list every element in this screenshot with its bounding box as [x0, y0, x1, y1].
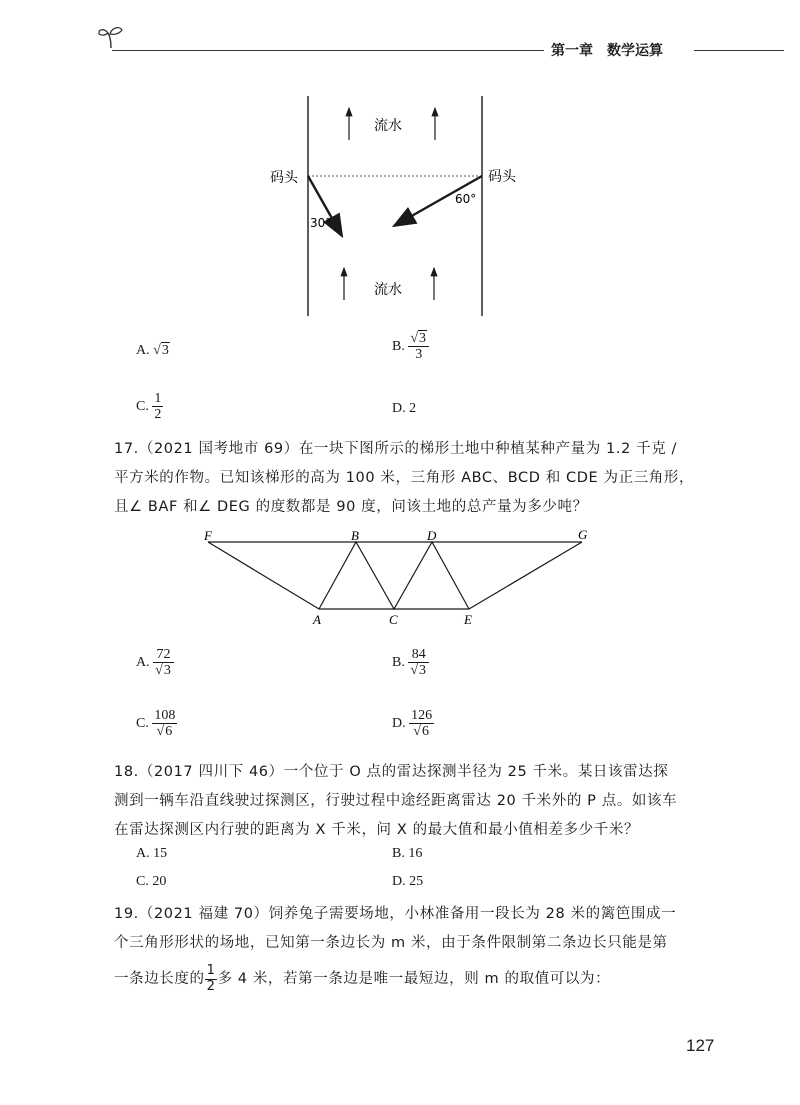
- q18-option-b[interactable]: B. 16: [392, 846, 423, 861]
- q17-line-3: 且∠ BAF 和∠ DEG 的度数都是 90 度，问该土地的总产量为多少吨？: [114, 499, 588, 515]
- q17-option-b[interactable]: [392, 647, 429, 679]
- option-label: B.: [392, 654, 405, 670]
- fraction: [205, 964, 218, 994]
- fraction-denominator: √6: [413, 724, 429, 740]
- segment-eg: [469, 542, 582, 609]
- fraction-denominator: 2: [206, 978, 216, 994]
- fraction: [153, 647, 174, 679]
- angle-label-60: 60°: [455, 192, 477, 206]
- angle-label-30: 30°: [310, 216, 332, 230]
- question-19-text: [114, 900, 698, 958]
- trapezoid-diagram: [196, 526, 600, 628]
- point-label-c: C: [389, 612, 398, 627]
- q19-line-3: [114, 962, 698, 996]
- radicand: 3: [419, 663, 427, 679]
- fraction-denominator: 2: [154, 407, 162, 423]
- fraction-denominator: 3: [415, 347, 423, 363]
- point-label-b: B: [351, 528, 359, 543]
- q19-line-3-post: 多 4 米，若第一条边是唯一最短边，则 m 的取值可以为：: [217, 971, 611, 987]
- fraction: [152, 391, 163, 423]
- flow-label-top: 流水: [374, 118, 402, 134]
- dock-label-left: 码头: [270, 170, 298, 186]
- page-number: 127: [686, 1036, 715, 1055]
- header-rule-left: [112, 50, 544, 51]
- segment-fa: [208, 542, 319, 609]
- q17-line-2: 平方米的作物。已知该梯形的高为 100 米，三角形 ABC、BCD 和 CDE 为正三角形，: [114, 470, 695, 486]
- fraction: [152, 708, 177, 740]
- q18-option-c[interactable]: C. 20: [136, 874, 167, 889]
- option-value: 2: [409, 401, 417, 416]
- radicand: 6: [165, 724, 173, 740]
- q16-option-d[interactable]: [392, 401, 416, 417]
- fraction-numerator: 1: [154, 391, 162, 406]
- q16-option-a[interactable]: [136, 343, 170, 359]
- q17-option-c[interactable]: [136, 708, 177, 740]
- option-label: A.: [136, 654, 150, 670]
- fraction-numerator: 108: [154, 708, 176, 723]
- fraction-denominator: √3: [410, 663, 427, 679]
- question-17-text: [114, 435, 698, 522]
- point-label-d: D: [427, 528, 437, 543]
- fraction-denominator: √6: [156, 724, 173, 740]
- fraction: [408, 647, 429, 679]
- fraction-denominator: √3: [155, 663, 171, 679]
- fraction-numerator: 1: [206, 963, 216, 979]
- point-label-g: G: [578, 527, 588, 542]
- fraction-numerator: 84: [408, 647, 429, 663]
- fraction: [408, 331, 429, 363]
- radicand: 6: [421, 724, 429, 740]
- q16-option-b[interactable]: [392, 331, 429, 363]
- option-label: A.: [136, 343, 150, 358]
- q19-line-2: 个三角形形状的场地，已知第一条边长为 m 米，由于条件限制第二条边长只能是第: [114, 935, 668, 951]
- q18-line-2: 测到一辆车沿直线驶过探测区，行驶过程中途经距离雷达 20 千米外的 P 点。如该车: [114, 793, 678, 809]
- q18-line-1: 18.（2017 四川下 46）一个位于 O 点的雷达探测半径为 25 千米。某日该雷达探: [114, 764, 669, 780]
- river-diagram: [240, 88, 540, 323]
- sprout-icon: [96, 24, 126, 50]
- point-label-a: A: [313, 612, 321, 627]
- q18-line-3: 在雷达探测区内行驶的距离为 X 千米，问 X 的最大值和最小值相差多少千米？: [114, 822, 640, 838]
- radicand: 3: [161, 343, 169, 358]
- question-18-text: [114, 758, 698, 845]
- fraction-numerator: √3: [408, 331, 429, 347]
- q17-line-1: 17.（2021 国考地市 69）在一块下图所示的梯形土地中种植某种产量为 1.2 千克 /: [114, 441, 677, 457]
- flow-label-bottom: 流水: [374, 282, 402, 298]
- radicand: 3: [163, 663, 171, 679]
- q17-option-d[interactable]: [392, 708, 434, 740]
- dock-label-right: 码头: [488, 169, 516, 185]
- option-label: C.: [136, 715, 149, 731]
- fraction-numerator: 72: [153, 647, 174, 663]
- option-label: D.: [392, 401, 406, 416]
- triangle-zigzag: [319, 542, 469, 609]
- chapter-title: 第一章 数学运算: [551, 43, 663, 59]
- header-rule-right: [694, 50, 784, 51]
- fraction: [409, 708, 434, 740]
- fraction-numerator: 126: [411, 708, 433, 723]
- option-label: B.: [392, 338, 405, 354]
- q16-option-c[interactable]: [136, 391, 163, 423]
- sqrt-expression: √3: [153, 343, 169, 358]
- q17-option-a[interactable]: [136, 647, 174, 679]
- point-label-f: F: [204, 528, 212, 543]
- option-label: D.: [392, 715, 406, 731]
- q19-line-1: 19.（2021 福建 70）饲养兔子需要场地，小林准备用一段长为 28 米的篱笆围成一: [114, 906, 677, 922]
- option-label: C.: [136, 398, 149, 414]
- q18-option-a[interactable]: A. 15: [136, 846, 168, 861]
- point-label-e: E: [464, 612, 472, 627]
- q19-line-3-pre: 一条边长度的: [114, 971, 205, 987]
- q18-option-d[interactable]: D. 25: [392, 874, 424, 889]
- radicand: 3: [419, 331, 427, 346]
